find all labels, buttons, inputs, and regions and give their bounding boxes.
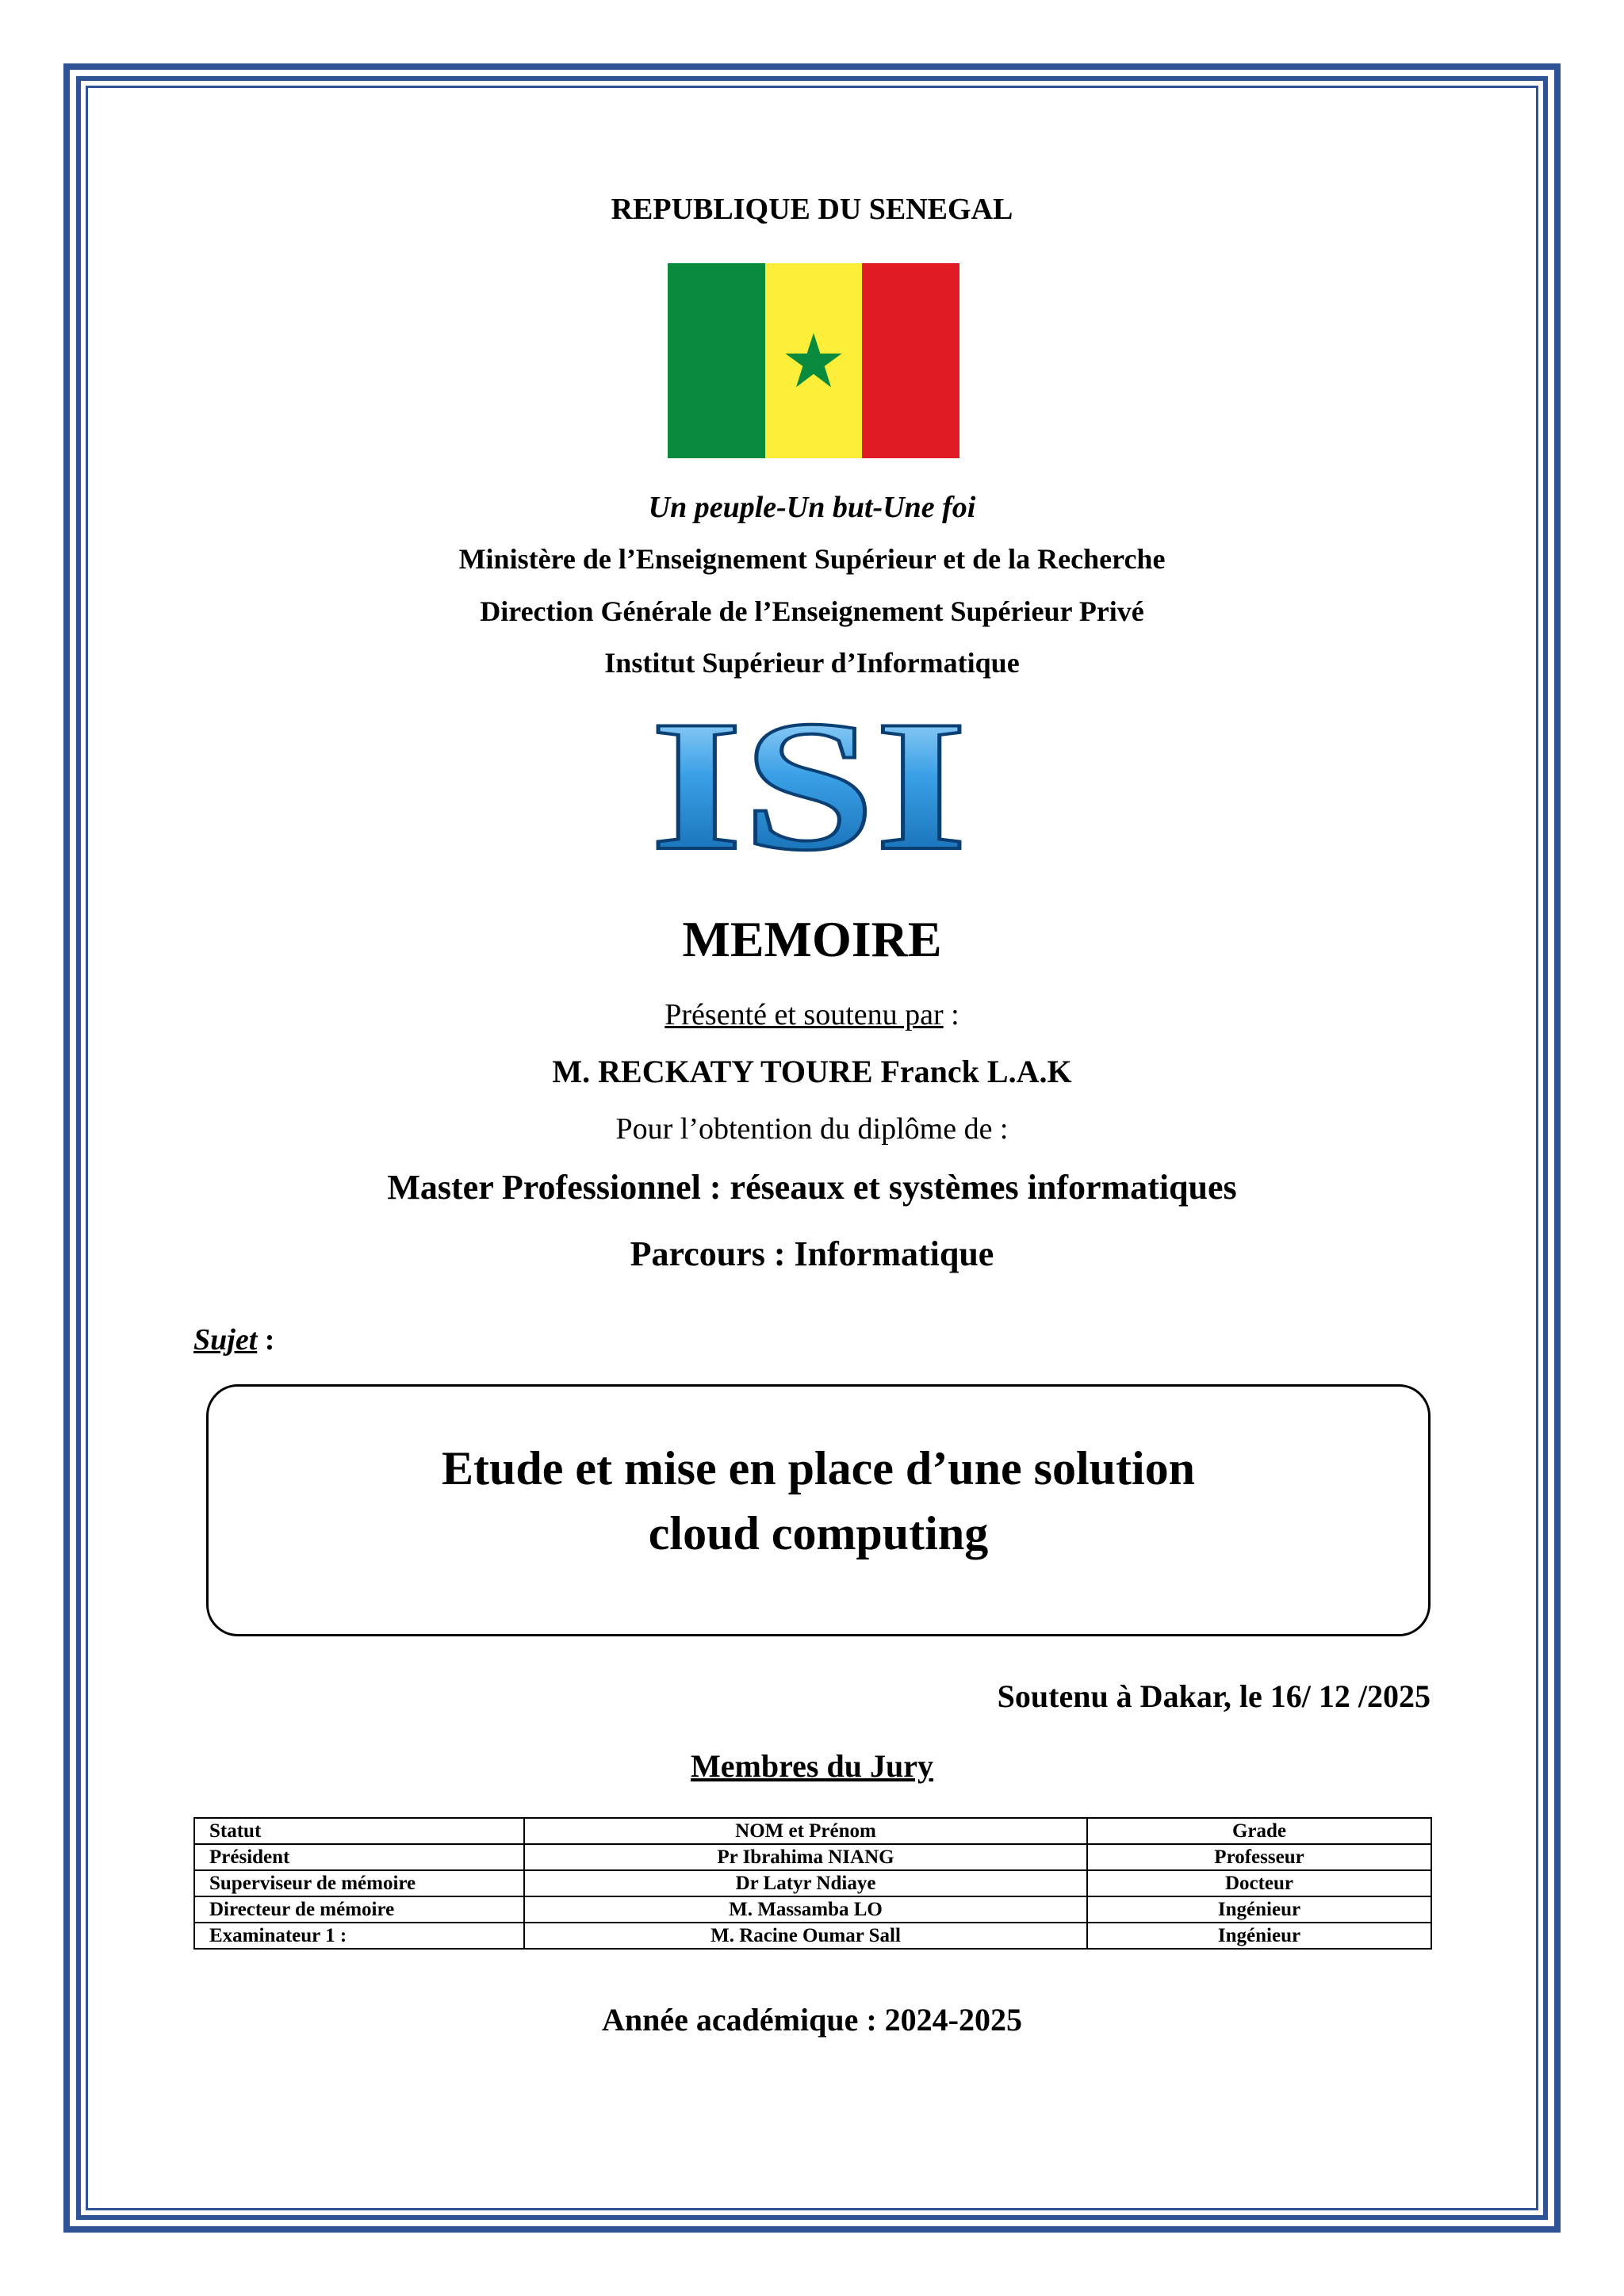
track-title: Parcours : Informatique (630, 1234, 994, 1273)
table-row (194, 1844, 1431, 1870)
subject-label-text: Sujet (193, 1323, 258, 1357)
table-row (194, 1923, 1431, 1949)
document-type: MEMOIRE (682, 911, 942, 967)
author-name: M. RECKATY TOURE Franck L.A.K (552, 1054, 1072, 1089)
flag-green-band (668, 263, 765, 458)
jury-table (193, 1817, 1432, 1950)
isi-logo-text: ISI (650, 698, 967, 872)
header-cell-status: Statut (194, 1818, 524, 1844)
subject-box (206, 1384, 1431, 1636)
cell-grade: Ingénieur (1087, 1896, 1431, 1923)
table-header-row (194, 1818, 1431, 1844)
presented-by-label: Présenté et soutenu par (665, 998, 944, 1031)
academic-year: Année académique : 2024-2025 (602, 2002, 1022, 2038)
subject-label (193, 1322, 274, 1357)
table-row (194, 1870, 1431, 1896)
cell-status: Superviseur de mémoire (194, 1870, 524, 1896)
cell-status: Directeur de mémoire (194, 1896, 524, 1923)
cell-name: Pr Ibrahima NIANG (524, 1844, 1087, 1870)
presented-by-colon: : (943, 998, 959, 1031)
flag-yellow-band (765, 263, 863, 458)
obtention-line: Pour l’obtention du diplôme de : (615, 1112, 1009, 1146)
table-row (194, 1896, 1431, 1923)
subject-title: Etude et mise en place d’une solution cloud computing (441, 1442, 1196, 1559)
defense-date: Soutenu à Dakar, le 16/ 12 /2025 (997, 1678, 1431, 1714)
subject-label-colon: : (257, 1323, 275, 1357)
institute-name: Institut Supérieur d’Informatique (604, 647, 1020, 679)
cell-name: Dr Latyr Ndiaye (524, 1870, 1087, 1896)
republic-heading: REPUBLIQUE DU SENEGAL (611, 193, 1013, 226)
star-icon (783, 331, 844, 391)
presented-by-line (0, 997, 1624, 1032)
header-cell-name: NOM et Prénom (524, 1818, 1087, 1844)
cell-name: M. Racine Oumar Sall (524, 1923, 1087, 1949)
ministry-name: Ministère de l’Enseignement Supérieur et de la Recherche (458, 543, 1166, 575)
cell-status: Examinateur 1 : (194, 1923, 524, 1949)
senegal-flag (668, 263, 959, 458)
jury-heading-text: Membres du Jury (691, 1748, 933, 1784)
isi-logo (642, 698, 975, 872)
cell-grade: Docteur (1087, 1870, 1431, 1896)
jury-heading (0, 1747, 1624, 1785)
header-cell-grade: Grade (1087, 1818, 1431, 1844)
flag-red-band (862, 263, 959, 458)
cell-grade: Professeur (1087, 1844, 1431, 1870)
cell-grade: Ingénieur (1087, 1923, 1431, 1949)
cell-status: Président (194, 1844, 524, 1870)
national-motto: Un peuple-Un but-Une foi (648, 491, 976, 524)
direction-name: Direction Générale de l’Enseignement Supérieur Privé (480, 595, 1144, 627)
degree-title: Master Professionnel : réseaux et systèmes informatiques (387, 1168, 1237, 1207)
cell-name: M. Massamba LO (524, 1896, 1087, 1923)
